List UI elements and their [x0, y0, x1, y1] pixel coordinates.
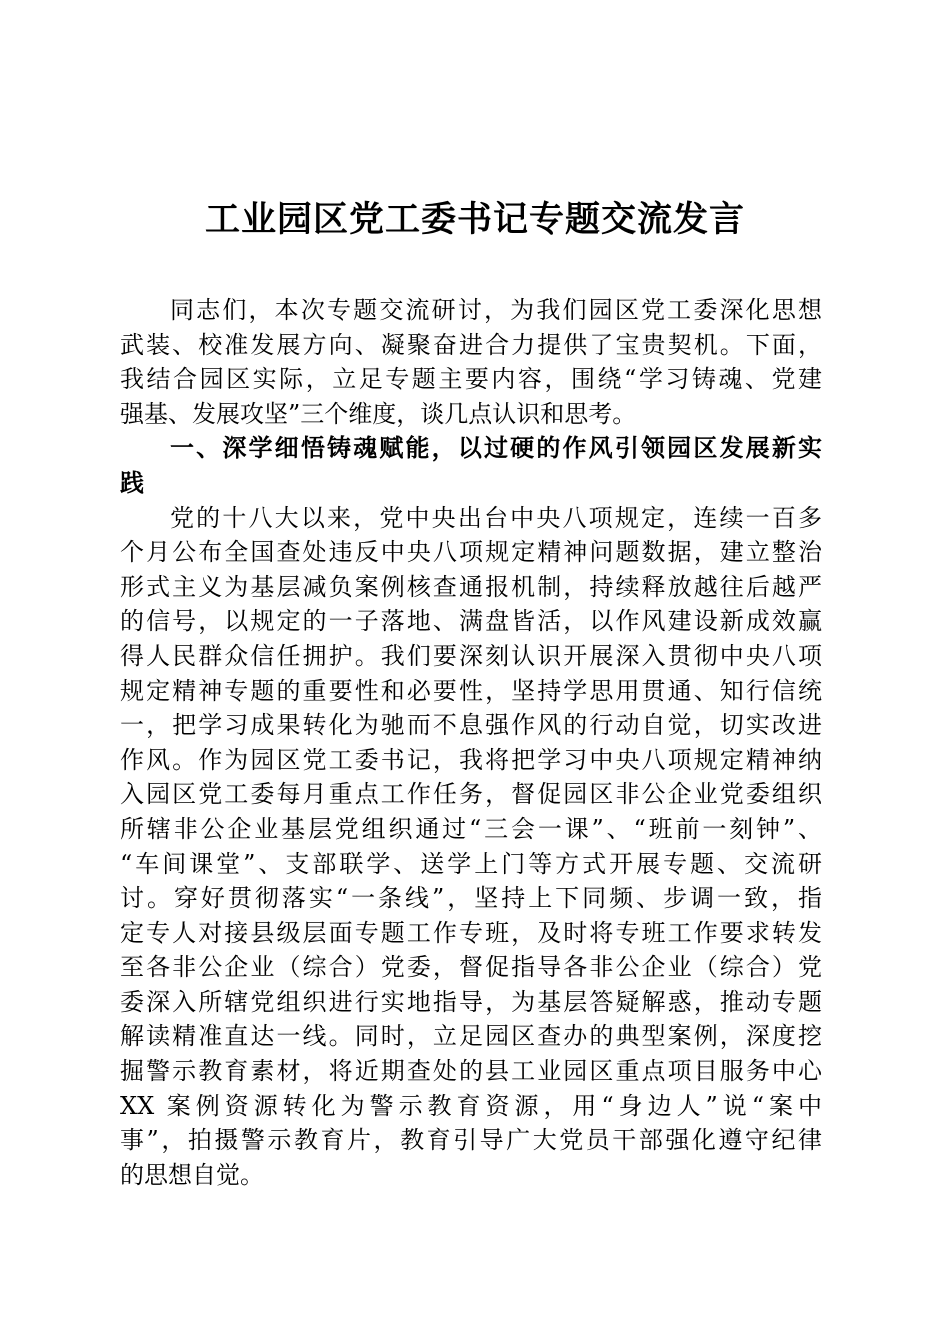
text-line: 的思想自觉。	[120, 1160, 264, 1189]
text-line: 讨。穿好贯彻落实“一条线”，坚持上下同频、步调一致，指	[120, 884, 822, 913]
paragraph-intro	[120, 293, 822, 431]
text-line: “车间课堂”、支部联学、送学上门等方式开展专题、交流研	[120, 849, 822, 878]
text-line: 规定精神专题的重要性和必要性，坚持学思用贯通、知行信统	[120, 676, 822, 705]
text-line: 解读精准直达一线。同时，立足园区查办的典型案例，深度挖	[120, 1022, 822, 1051]
text-line: 得人民群众信任拥护。我们要深刻认识开展深入贯彻中央八项	[120, 641, 822, 670]
text-line: XX 案例资源转化为警示教育资源，用“身边人”说“案中	[120, 1091, 822, 1120]
text-line: 入园区党工委每月重点工作任务，督促园区非公企业党委组织	[120, 780, 822, 809]
text-line: 形式主义为基层减负案例核查通报机制，持续释放越往后越严	[120, 572, 822, 601]
text-line: 党的十八大以来，党中央出台中央八项规定，连续一百多	[170, 503, 822, 532]
page-title: 工业园区党工委书记专题交流发言	[204, 199, 745, 240]
text-line: 定专人对接县级层面专题工作专班，及时将专班工作要求转发	[120, 918, 822, 947]
text-line: 至各非公企业（综合）党委，督促指导各非公企业（综合）党	[120, 953, 822, 982]
text-line: 委深入所辖党组织进行实地指导，为基层答疑解惑，推动专题	[120, 987, 822, 1016]
heading-section-1	[120, 431, 822, 500]
text-line: 我结合园区实际，立足专题主要内容，围绕“学习铸魂、党建	[120, 365, 822, 394]
paragraph-section-1	[120, 501, 822, 1193]
text-line: 掘警示教育素材，将近期查处的县工业园区重点项目服务中心	[120, 1057, 822, 1086]
text-line: 所辖非公企业基层党组织通过“三会一课”、“班前一刻钟”、	[120, 814, 822, 843]
document-body	[120, 293, 822, 1192]
text-line: 强基、发展攻坚”三个维度，谈几点认识和思考。	[120, 399, 637, 428]
text-line: 一，把学习成果转化为驰而不息强作风的行动自觉，切实改进	[120, 711, 822, 740]
text-line: 的信号，以规定的一子落地、满盘皆活，以作风建设新成效赢	[120, 607, 822, 636]
text-line: 个月公布全国查处违反中央八项规定精神问题数据，建立整治	[120, 538, 822, 567]
heading-line: 一、深学细悟铸魂赋能，以过硬的作风引领园区发展新实	[170, 433, 822, 463]
heading-line: 践	[120, 467, 144, 497]
text-line: 武装、校准发展方向、凝聚奋进合力提供了宝贵契机。下面，	[120, 330, 822, 359]
text-line: 作风。作为园区党工委书记，我将把学习中央八项规定精神纳	[120, 745, 822, 774]
text-line: 事”，拍摄警示教育片，教育引导广大党员干部强化遵守纪律	[120, 1126, 822, 1155]
text-line: 同志们，本次专题交流研讨，为我们园区党工委深化思想	[170, 296, 822, 324]
